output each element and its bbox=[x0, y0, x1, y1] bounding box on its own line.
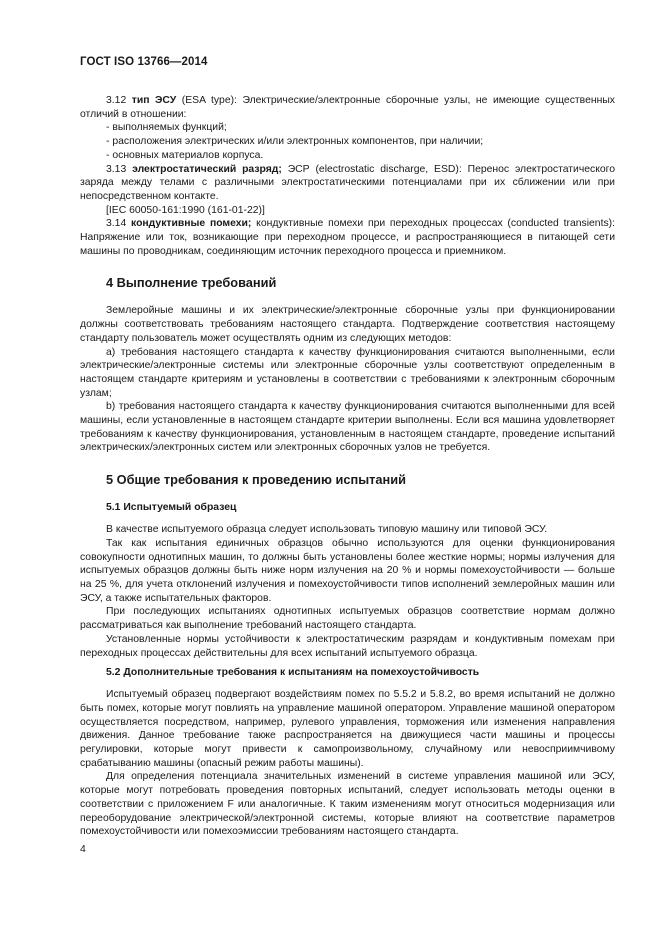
section-5-heading: 5 Общие требования к проведению испытаний bbox=[106, 472, 407, 488]
paragraph: Для определения потенциала значительных изменений в системе управления машиной или ЭСУ, которые могут потребовать проведения повторных испытаний, следует использовать методы оценки в соответствии с приложением F или аналогичные. К таким изменениям могут относиться модернизация или переоборудование электрической/электронной системы, которые влияют на соответствие параметров помехоустойчивости или помехоэмиссии требованиям настоящего стандарта. bbox=[80, 771, 615, 838]
definition-text: ЭСР (electrostatic discharge, ESD): Перенос электростатического заряда между телами с различными электростатическими потенциалами при их сближении или при непосредственном контакте. bbox=[80, 163, 615, 202]
definition-term: электростатический разряд; bbox=[132, 163, 282, 175]
paragraph: В качестве испытуемого образца следует использовать типовую машину или типовой ЭСУ. bbox=[106, 524, 548, 536]
definition-3-14 bbox=[80, 217, 615, 258]
definition-reference: [IEC 60050-161:1990 (161-01-22)] bbox=[106, 204, 265, 216]
definition-number: 3.13 bbox=[106, 163, 127, 175]
definition-term: тип ЭСУ bbox=[131, 95, 177, 106]
paragraph: Так как испытания единичных образцов обычно используются для оценки функционирования совокупности однотипных машин, то должны быть установлены более жесткие нормы; нормы излучения для испытуемых образцов должны быть ниже норм излучения на 20 % и нормы помехоустойчивости — больше на 25 %, для учета отклонений излучения и помехоустойчивости типов исполнений землеройных машин или ЭСУ, а также испытательных факторов. bbox=[80, 537, 615, 604]
list-item: - выполняемых функций; bbox=[106, 122, 227, 134]
list-item: - основных материалов корпуса. bbox=[106, 149, 264, 161]
paragraph: b) требования настоящего стандарта к качеству функционирования считаются выполненными для всей машины, если установленные в настоящем стандарте критерии выполнены. Если вся машина удовлетворяет требованиям к качеству функционирования, установленным в настоящем стандарте, проведение испытаний электрических/электронных систем или электронных сборочных узлов не требуется. bbox=[80, 401, 615, 454]
paragraph: При последующих испытаниях однотипных испытуемых образцов соответствие нормам должно рассматриваться как выполнение требований настоящего стандарта. bbox=[80, 606, 615, 632]
definition-text: (ESA type): Электрические/электронные сборочные узлы, не имеющие существенных отличий в отношении: bbox=[80, 95, 615, 120]
definition-term: кондуктивные помехи; bbox=[131, 218, 252, 230]
definition-number: 3.14 bbox=[106, 218, 127, 230]
section-4-heading: 4 Выполнение требований bbox=[106, 275, 277, 291]
page-content bbox=[80, 94, 615, 839]
paragraph: Установленные нормы устойчивости к электростатическим разрядам и кондуктивным помехам при переходных процессах действительны для всех испытаний испытуемого образца. bbox=[80, 633, 615, 659]
list-item: - расположения электрических и/или электронных компонентов, при наличии; bbox=[106, 136, 484, 148]
standard-header: ГОСТ ISO 13766—2014 bbox=[80, 56, 208, 68]
paragraph: Землеройные машины и их электрические/электронные сборочные узлы при функционировании должны соответствовать требованиям настоящего стандарта. Подтверждение соответствия настоящему стандарту пользователь может осуществлять одним из следующих методов: bbox=[80, 305, 615, 344]
definition-text: кондуктивные помехи при переходных процессах (conducted transients): Напряжение или ток, возникающие при переходном процессе, и распространяющиеся в питающей сети машины по проводникам, соединяющим источник переходного процесса и приемником. bbox=[80, 218, 615, 257]
definition-3-12 bbox=[80, 94, 615, 121]
definition-3-13 bbox=[80, 163, 615, 204]
paragraph: а) требования настоящего стандарта к качеству функционирования считаются выполненными, если электрические/электронные системы или электронные сборочные узлы соответствуют определенным в настоящем стандарте критериям и установлены в соответствии с требованиями к электронным сборочным узлам; bbox=[80, 346, 615, 399]
page-number: 4 bbox=[80, 844, 86, 855]
paragraph: Испытуемый образец подвергают воздействиям помех по 5.5.2 и 5.8.2, во время испытаний не должно быть помех, которые могут повлиять на управление машиной оператором. Управление машиной оператором осуществляется посредством, например, рулевого управления, торможения или изменения направления движения. Данное требование также распространяется на движущиеся части машины и процессы регулировки, которые могут привести к самопроизвольному, случайному или невосприимчивому срабатыванию машины (опасный режим работы машины). bbox=[80, 689, 615, 769]
subsection-5-1-heading: 5.1 Испытуемый образец bbox=[106, 502, 237, 514]
subsection-5-2-heading: 5.2 Дополнительные требования к испытаниям на помехоустойчивость bbox=[106, 667, 480, 679]
definition-number: 3.12 bbox=[106, 95, 127, 106]
